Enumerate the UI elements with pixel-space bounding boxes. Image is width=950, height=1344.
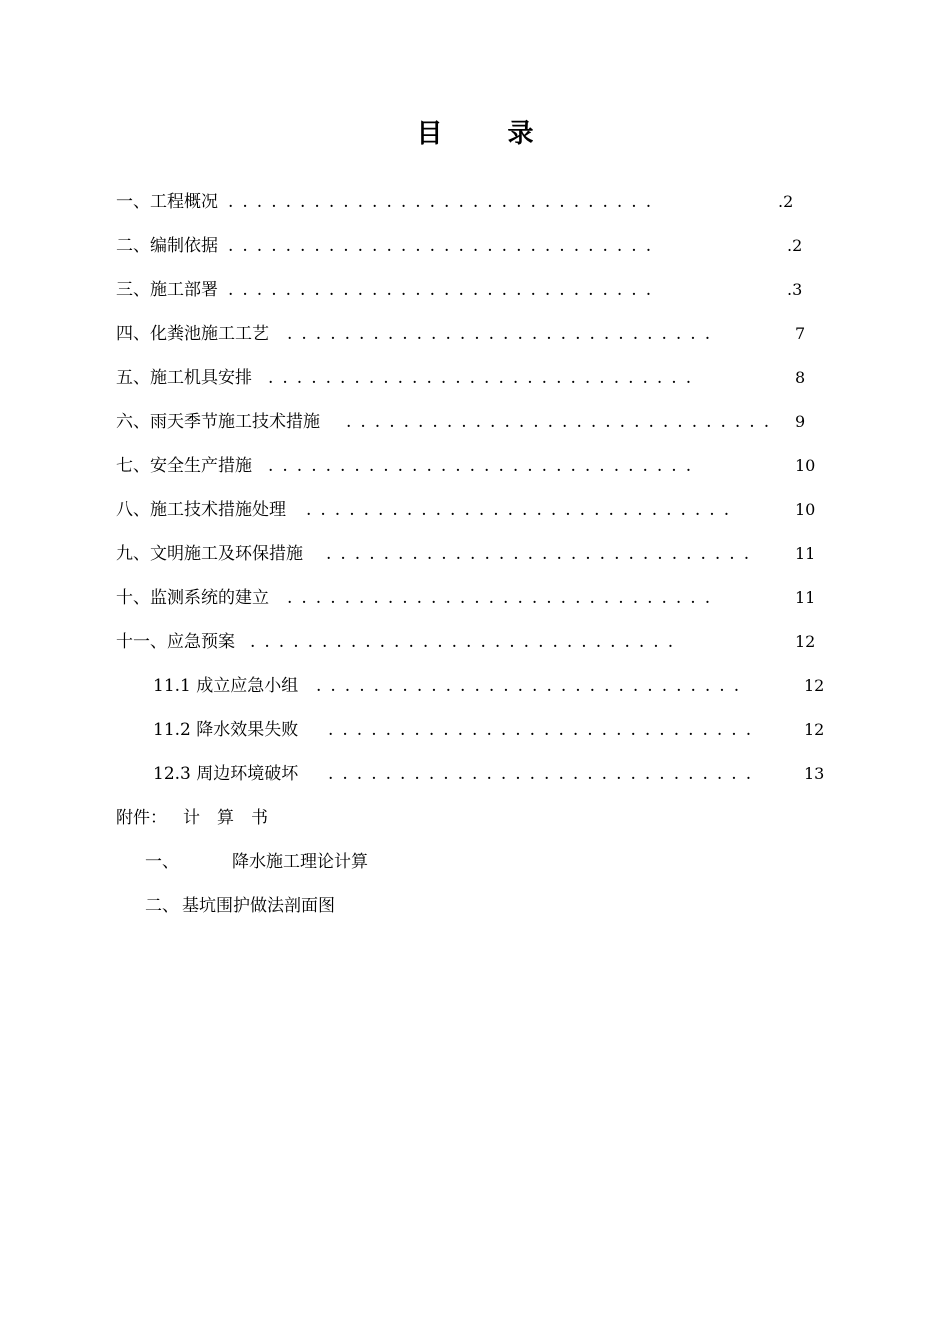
toc-leader-dots: .............................. [250, 632, 683, 652]
toc-page-number: 12 [804, 720, 825, 739]
toc-entry-label: 11.1 成立应急小组 [153, 676, 299, 696]
toc-entry-label: 四、化粪池施工工艺 [116, 324, 269, 344]
toc-page-number: .2 [778, 192, 794, 211]
toc-entry[interactable] [0, 532, 950, 576]
toc-page-number: 8 [795, 368, 806, 387]
toc-entry[interactable] [0, 488, 950, 532]
toc-leader-dots: .............................. [326, 544, 759, 564]
toc-entry[interactable] [0, 180, 950, 224]
toc-entry-label: 十一、应急预案 [116, 632, 235, 652]
toc-leader-dots: .............................. [316, 676, 749, 696]
toc-subentry[interactable] [0, 664, 950, 708]
toc-leader-dots: .............................. [228, 192, 661, 212]
appendix-heading-text: 计 算 书 [183, 808, 268, 828]
toc-page-number: 9 [795, 412, 806, 431]
toc-entry-label: 三、施工部署 [116, 280, 218, 300]
toc-entry-label: 12.3 周边环境破坏 [153, 764, 299, 784]
toc-page-number: 12 [795, 632, 816, 651]
toc-entry-label: 五、施工机具安排 [116, 368, 252, 388]
appendix-item[interactable] [0, 840, 950, 884]
toc-subentry[interactable] [0, 752, 950, 796]
appendix-heading-prefix: 附件： [116, 808, 167, 828]
toc-entry-label: 九、文明施工及环保措施 [116, 544, 303, 564]
toc-page-number: 11 [795, 588, 816, 607]
toc-entry[interactable] [0, 312, 950, 356]
toc-entry-label: 二、编制依据 [116, 236, 218, 256]
appendix-heading [0, 796, 950, 840]
toc-entry[interactable] [0, 356, 950, 400]
toc-page-number: 11 [795, 544, 816, 563]
toc-entry-label: 七、安全生产措施 [116, 456, 252, 476]
toc-leader-dots: .............................. [228, 280, 661, 300]
toc-page-number: 10 [795, 500, 816, 519]
toc-page-number: 7 [795, 324, 806, 343]
toc-entry[interactable] [0, 268, 950, 312]
toc-leader-dots: .............................. [306, 500, 739, 520]
toc-entry-label: 十、监测系统的建立 [116, 588, 269, 608]
appendix-item-text: 基坑围护做法剖面图 [182, 896, 335, 916]
toc-leader-dots: .............................. [328, 764, 761, 784]
toc-page-number: 13 [804, 764, 825, 783]
table-of-contents [0, 180, 950, 796]
toc-page-number: .3 [787, 280, 803, 299]
toc-leader-dots: .............................. [287, 324, 720, 344]
toc-entry[interactable] [0, 400, 950, 444]
toc-entry[interactable] [0, 224, 950, 268]
toc-page-number: 12 [804, 676, 825, 695]
toc-leader-dots: .............................. [268, 368, 701, 388]
toc-leader-dots: .............................. [287, 588, 720, 608]
toc-entry-label: 11.2 降水效果失败 [153, 720, 299, 740]
appendix-item-number: 一、 [145, 852, 179, 872]
appendix-item-text: 降水施工理论计算 [232, 852, 368, 872]
appendix-item[interactable] [0, 884, 950, 928]
page-title: 目 录 [416, 119, 562, 149]
appendix-item-number: 二、 [145, 896, 179, 916]
toc-page-number: 10 [795, 456, 816, 475]
toc-leader-dots: .............................. [228, 236, 661, 256]
toc-entry-label: 六、雨天季节施工技术措施 [116, 412, 320, 432]
toc-leader-dots: .............................. [268, 456, 701, 476]
toc-entry[interactable] [0, 576, 950, 620]
toc-entry[interactable] [0, 444, 950, 488]
toc-page-number: .2 [787, 236, 803, 255]
toc-leader-dots: .............................. [346, 412, 779, 432]
toc-subentry[interactable] [0, 708, 950, 752]
toc-leader-dots: .............................. [328, 720, 761, 740]
toc-entry-label: 八、施工技术措施处理 [116, 500, 286, 520]
toc-entry[interactable] [0, 620, 950, 664]
toc-entry-label: 一、工程概况 [116, 192, 218, 212]
